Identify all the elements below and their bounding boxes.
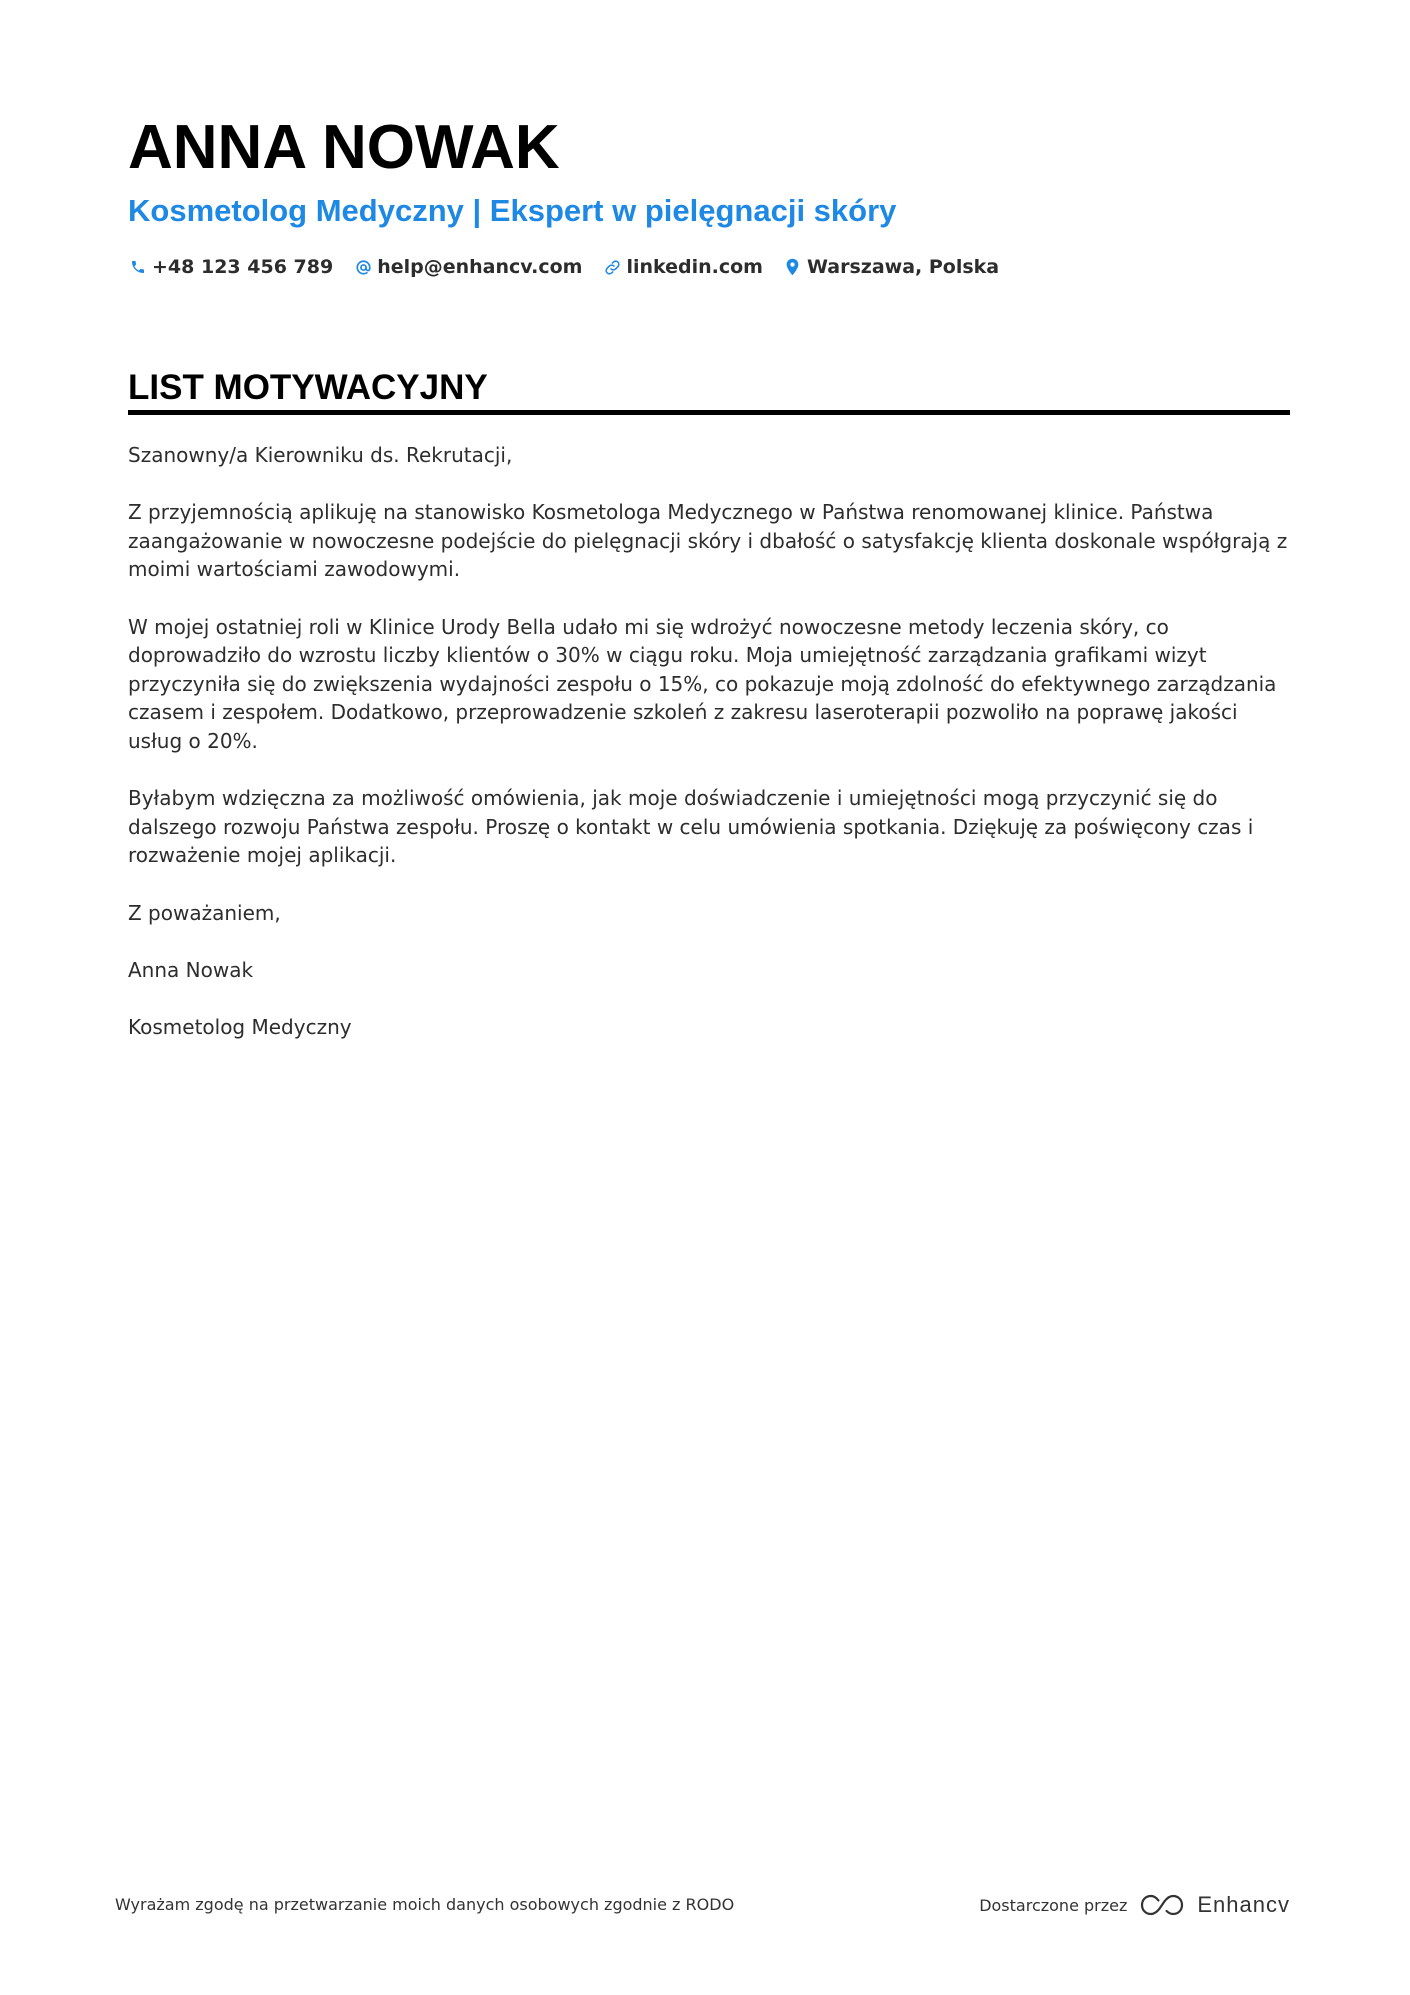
contact-phone-text: +48 123 456 789 [152,256,334,278]
powered-by-label: Dostarczone przez [979,1895,1128,1915]
section-divider [128,410,1290,415]
powered-by [979,1880,1290,1930]
letter-body [128,441,1290,1041]
letter-paragraph: W mojej ostatniej roli w Klinice Urody Bella udało mi się wdrożyć nowoczesne metody leczenia skóry, co doprowadziło do wzrostu liczby klientów o 30% w ciągu roku. Moja umiejętność zarządzania grafikami wizyt przyczyniła się do zwiększenia wydajności zespołu o 15%, co pokazuje moją zdolność do efektywnego zarządzania czasem i zespołem. Dodatkowo, przeprowadzenie szkoleń z zakresu laseroterapii pozwoliło na poprawę jakości usług o 20%. [128,614,1277,753]
candidate-name: ANNA NOWAK [128,113,560,182]
letter-greeting: Szanowny/a Kierowniku ds. Rekrutacji, [128,443,513,467]
at-icon [353,257,373,277]
contact-location-text: Warszawa, Polska [806,256,1000,278]
contact-bar [128,252,1019,282]
gdpr-consent: Wyrażam zgodę na przetwarzanie moich danych osobowych zgodnie z RODO [115,1895,735,1914]
section-title: LIST MOTYWACYJNY [128,368,488,407]
enhancv-brand: Enhancv [1197,1892,1290,1917]
signature-title: Kosmetolog Medyczny [128,1014,352,1039]
phone-icon [128,257,148,277]
letter-closing: Z poważaniem, [128,900,281,925]
contact-phone [128,252,333,282]
candidate-subtitle: Kosmetolog Medyczny | Ekspert w pielęgnacji skóry [128,193,897,228]
link-icon [602,257,622,277]
letter-paragraph: Z przyjemnością aplikuję na stanowisko Kosmetologa Medycznego w Państwa renomowanej klinice. Państwa zaangażowanie w nowoczesne podejście do pielęgnacji skóry i dbałość o satysfakcję klienta doskonale współgrają z moimi wartościami zawodowymi. [128,500,1288,582]
location-pin-icon [783,257,803,277]
letter-paragraph: Byłabym wdzięczna za możliwość omówienia, jak moje doświadczenie i umiejętności mogą przyczynić się do dalszego rozwoju Państwa zespołu. Proszę o kontakt w celu umówienia spotkania. Dziękuję za poświęcony czas i rozważenie mojej aplikacji. [128,786,1254,868]
contact-email [353,252,582,282]
signature-name: Anna Nowak [128,957,254,982]
contact-linkedin-text: linkedin.com [626,256,763,278]
contact-email-text: help@enhancv.com [377,256,583,278]
enhancv-logo-icon [1139,1892,1185,1918]
contact-linkedin [602,252,763,282]
contact-location [783,252,999,282]
